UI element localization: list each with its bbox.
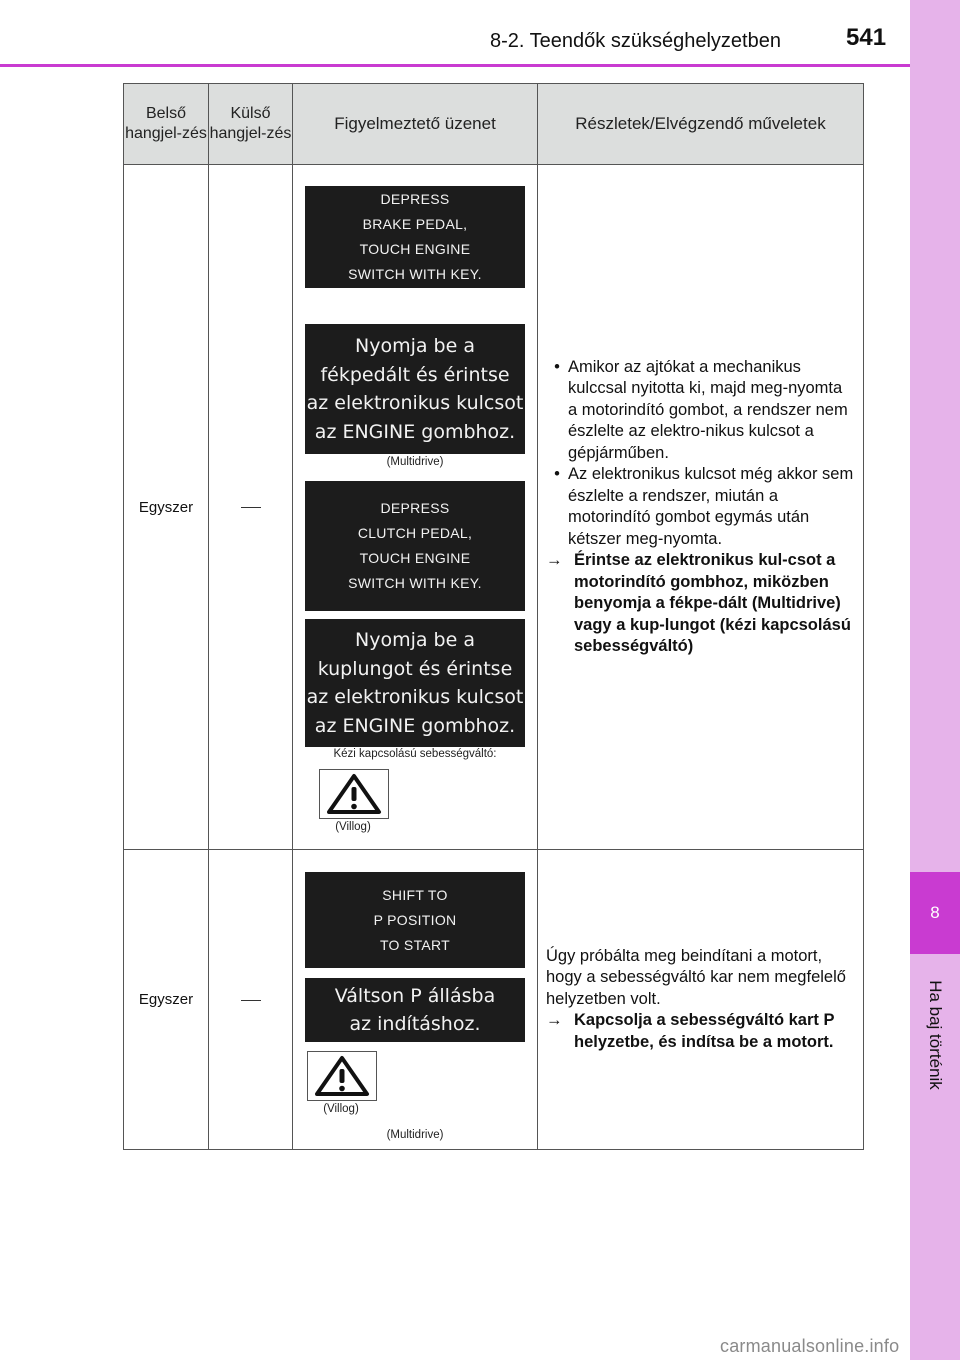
warning-triangle-icon xyxy=(326,773,382,815)
arrow-icon: → xyxy=(546,551,563,569)
display-line: Nyomja be a xyxy=(355,335,475,357)
bullet-mark: • xyxy=(554,357,560,376)
warning-message-table xyxy=(123,83,864,1150)
caption-manual-transmission: Kézi kapcsolású sebességváltó: xyxy=(333,748,497,760)
display-line: CLUTCH PEDAL, xyxy=(357,525,473,541)
display-line: kuplungot és érintse xyxy=(317,657,513,680)
display-line: SWITCH WITH KEY. xyxy=(348,575,482,591)
header-internal-sound: Belső hangjel-zés xyxy=(124,84,209,165)
bullet-mark: • xyxy=(554,465,560,483)
header-divider xyxy=(0,64,960,67)
display-line: DEPRESS xyxy=(380,500,450,516)
display-depress-brake-hu xyxy=(305,324,525,454)
detail-text: Úgy próbálta meg beindítani a motort, hogy a sebességváltó kar nem megfelelő helyzetben volt. xyxy=(546,946,846,1008)
list-item xyxy=(546,464,855,550)
display-line: SWITCH WITH KEY. xyxy=(348,266,482,282)
display-depress-brake-en xyxy=(305,186,525,288)
warning-indicator xyxy=(319,769,389,819)
detail-text: Amikor az ajtókat a mechanikus kulccsal nyitotta ki, majd meg-nyomta a motorindító gombot, a rendszer nem észlelte az elektro-nikus kulcsot a gépjárműben. xyxy=(568,357,848,462)
display-line: az ENGINE gombhoz. xyxy=(314,714,516,737)
header-warning-message: Figyelmeztető üzenet xyxy=(293,84,538,165)
watermark: carmanualsonline.info xyxy=(720,1336,900,1356)
details-cell xyxy=(538,850,864,1150)
chapter-title: Ha baj történik xyxy=(926,980,945,1090)
display-line: az elektronikus kulcsot xyxy=(306,686,524,708)
display-depress-clutch-en xyxy=(305,481,525,611)
action-item xyxy=(546,1010,855,1053)
warning-indicator xyxy=(307,1051,377,1101)
list-item xyxy=(546,357,855,465)
header-details: Részletek/Elvégzendő műveletek xyxy=(538,84,864,165)
display-line: TOUCH ENGINE xyxy=(359,550,471,566)
caption-flashing: (Villog) xyxy=(335,821,371,833)
display-line: az indításhoz. xyxy=(349,1013,481,1035)
arrow-icon: → xyxy=(546,1011,563,1030)
section-title: 8-2. Teendők szükséghelyzetben xyxy=(490,30,781,52)
warning-message-cell xyxy=(293,850,538,1150)
display-line: az ENGINE gombhoz. xyxy=(314,420,516,443)
external-sound-cell xyxy=(209,165,293,850)
display-shift-to-p-hu xyxy=(305,978,525,1042)
details-cell xyxy=(538,165,864,850)
caption-flashing: (Villog) xyxy=(323,1103,359,1115)
dash-mark xyxy=(241,507,261,508)
display-line: TOUCH ENGINE xyxy=(359,241,471,257)
action-item xyxy=(546,550,855,658)
dash-mark xyxy=(241,1000,261,1001)
display-line: TO START xyxy=(379,936,451,953)
action-text: Érintse az elektronikus kul-csot a motorindító gombhoz, miközben benyomja a fékpe-dált (Multidrive) vagy a kup-lungot (kézi kapcsolású sebességváltó) xyxy=(574,551,851,655)
caption-multidrive: (Multidrive) xyxy=(386,456,444,468)
warning-triangle-icon xyxy=(314,1055,370,1097)
display-depress-clutch-hu xyxy=(305,619,525,747)
display-line: Váltson P állásba xyxy=(334,984,496,1007)
header-external-sound: Külső hangjel-zés xyxy=(209,84,293,165)
display-line: fékpedált és érintse xyxy=(320,363,510,386)
display-line: SHIFT TO xyxy=(382,886,448,903)
caption-multidrive: (Multidrive) xyxy=(386,1129,444,1141)
page-number: 541 xyxy=(846,24,887,51)
table-row xyxy=(124,850,864,1150)
table-header-row xyxy=(124,84,864,165)
display-line: DEPRESS xyxy=(380,191,450,207)
chapter-number: 8 xyxy=(910,872,960,954)
display-line: az elektronikus kulcsot xyxy=(306,392,524,414)
chapter-side-tab xyxy=(910,0,960,1360)
internal-sound-cell: Egyszer xyxy=(124,165,209,850)
display-line: Nyomja be a xyxy=(355,629,475,651)
display-shift-to-p-en xyxy=(305,872,525,968)
table-row xyxy=(124,165,864,850)
warning-message-cell xyxy=(293,165,538,850)
external-sound-cell xyxy=(209,850,293,1150)
internal-sound-cell: Egyszer xyxy=(124,850,209,1150)
display-line: P POSITION xyxy=(373,911,457,928)
display-line: BRAKE PEDAL, xyxy=(362,216,468,232)
action-text: Kapcsolja a sebességváltó kart P helyzetbe, és indítsa be a motort. xyxy=(574,1011,835,1051)
detail-text: Az elektronikus kulcsot még akkor sem észlelte a rendszer, miután a motorindító gombot egymás után kétszer meg-nyomta. xyxy=(568,465,854,548)
